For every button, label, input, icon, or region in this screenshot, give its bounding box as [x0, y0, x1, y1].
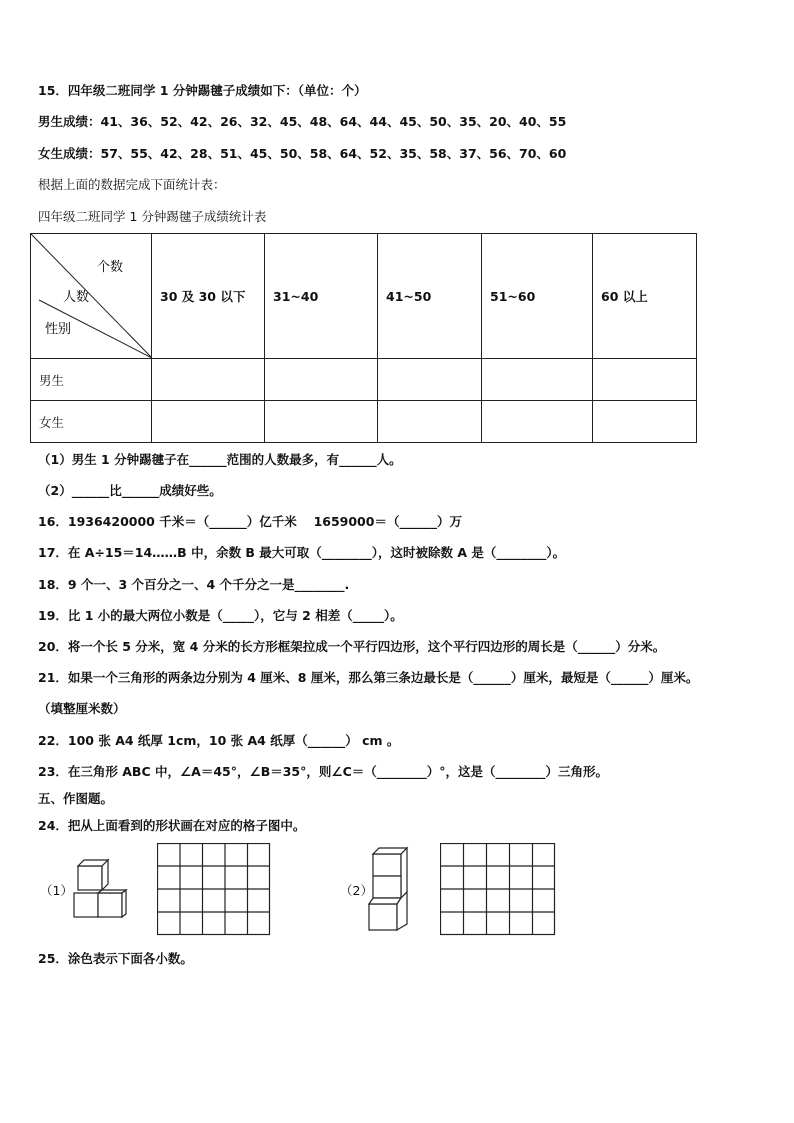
header-cell: 31~40: [265, 234, 378, 359]
grid-1: [157, 843, 271, 936]
q22: 22．100 张 A4 纸厚 1cm，10 张 A4 纸厚（______） cm 。: [38, 733, 400, 748]
blank-cell[interactable]: [593, 359, 697, 401]
q21: 21．如果一个三角形的两条边分别为 4 厘米、8 厘米，那么第三条边最长是（______）厘米，最短是（______）厘米。: [38, 670, 699, 685]
cube-figure-1: [70, 856, 132, 922]
q16: 16．1936420000 千米＝（______）亿千米 1659000＝（______）万: [38, 514, 462, 529]
q15-instruction: 根据上面的数据完成下面统计表：: [38, 177, 226, 192]
grid-2: [440, 843, 556, 936]
q21-note: （填整厘米数）: [38, 701, 126, 716]
table-title: 四年级二班同学 1 分钟踢毽子成绩统计表: [38, 209, 267, 224]
table-row-boys: [31, 359, 697, 401]
header-cell: 60 以上: [593, 234, 697, 359]
blank-cell[interactable]: [152, 401, 265, 443]
row-label-girls: 女生: [31, 401, 152, 443]
q24: 24．把从上面看到的形状画在对应的格子图中。: [38, 818, 306, 833]
q25: 25．涂色表示下面各小数。: [38, 951, 193, 966]
header-cell: 30 及 30 以下: [152, 234, 265, 359]
q19: 19．比 1 小的最大两位小数是（_____），它与 2 相差（_____）。: [38, 608, 403, 623]
blank-cell[interactable]: [378, 401, 482, 443]
figure-2-label: （2）: [340, 883, 373, 898]
q17: 17．在 A÷15＝14……B 中，余数 B 最大可取（________），这时被除数 A 是（________）。: [38, 545, 566, 560]
q15-girls-scores: 女生成绩：57、55、42、28、51、45、50、58、64、52、35、58、37、56、70、60: [38, 146, 567, 161]
blank-cell[interactable]: [482, 401, 593, 443]
figure-1-label: （1）: [40, 883, 73, 898]
q15-sub1: （1）男生 1 分钟踢毽子在______范围的人数最多，有______人。: [38, 452, 402, 467]
blank-cell[interactable]: [482, 359, 593, 401]
blank-cell[interactable]: [593, 401, 697, 443]
corner-label-middle: 人数: [63, 290, 90, 305]
q15-sub2: （2）______比______成绩好些。: [38, 483, 222, 498]
corner-label-bottom: 性别: [45, 322, 72, 337]
blank-cell[interactable]: [152, 359, 265, 401]
stats-table: [30, 233, 697, 443]
q23: 23．在三角形 ABC 中，∠A＝45°，∠B＝35°，则∠C＝（________）°，这是（________）三角形。: [38, 764, 609, 779]
corner-label-top: 个数: [97, 260, 124, 275]
cube-figure-2: [365, 846, 411, 934]
blank-cell[interactable]: [265, 359, 378, 401]
blank-cell[interactable]: [265, 401, 378, 443]
q18: 18．9 个一、3 个百分之一、4 个千分之一是________.: [38, 577, 350, 592]
header-cell: 41~50: [378, 234, 482, 359]
row-label-boys: 男生: [31, 359, 152, 401]
section-5-heading: 五、作图题。: [38, 791, 114, 806]
table-row-girls: [31, 401, 697, 443]
q15-boys-scores: 男生成绩：41、36、52、42、26、32、45、48、64、44、45、50、35、20、40、55: [38, 114, 567, 129]
corner-diagonals: [31, 234, 152, 359]
q20: 20．将一个长 5 分米，宽 4 分米的长方形框架拉成一个平行四边形，这个平行四边形的周长是（______）分米。: [38, 639, 666, 654]
q15-title: 15．四年级二班同学 1 分钟踢毽子成绩如下：（单位：个）: [38, 83, 367, 98]
blank-cell[interactable]: [378, 359, 482, 401]
header-cell: 51~60: [482, 234, 593, 359]
table-header-row: [31, 234, 697, 359]
corner-cell: [31, 234, 152, 359]
